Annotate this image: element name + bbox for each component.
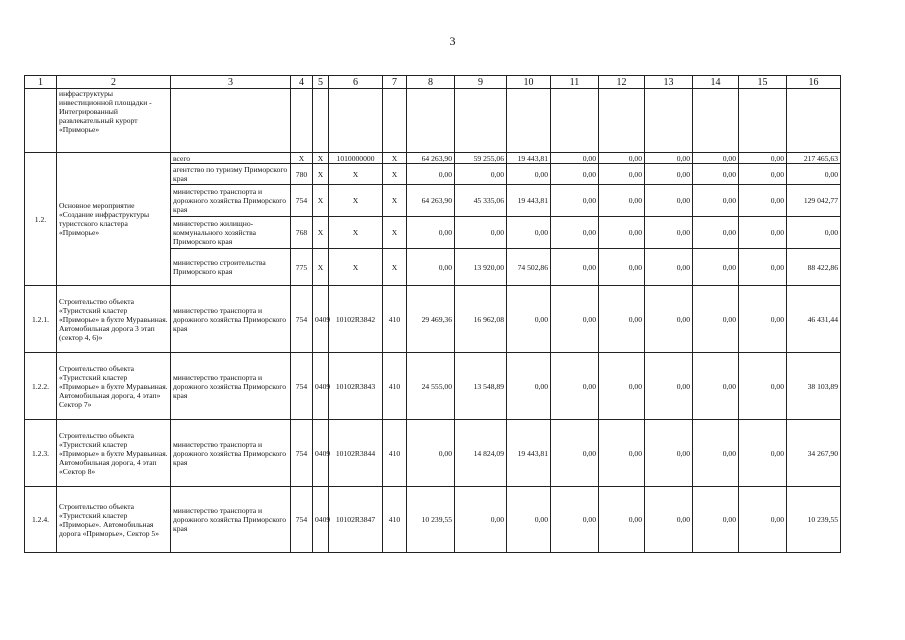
cell: Х: [383, 185, 407, 217]
cell: 46 431,44: [787, 286, 841, 353]
cell: 129 042,77: [787, 185, 841, 217]
cell: 0,00: [507, 217, 551, 249]
cell: 0,00: [693, 487, 739, 553]
cell: 19 443,81: [507, 420, 551, 487]
cell: Х: [329, 249, 383, 286]
header-cell: 1: [25, 76, 57, 89]
header-cell: 9: [455, 76, 507, 89]
executor-cell: министерство транспорта и дорожного хозяйства Приморского края: [171, 487, 291, 553]
cell: 0,00: [507, 487, 551, 553]
cell: 754: [291, 353, 313, 420]
cell: Х: [329, 185, 383, 217]
cell: 754: [291, 185, 313, 217]
header-cell: 5: [313, 76, 329, 89]
cell: 0,00: [693, 217, 739, 249]
cell: 754: [291, 487, 313, 553]
cell: 0,00: [551, 153, 599, 164]
cell: 0,00: [693, 353, 739, 420]
executor-cell: министерство транспорта и дорожного хозяйства Приморского края: [171, 185, 291, 217]
cell: 0,00: [645, 487, 693, 553]
table-header-row: [25, 76, 841, 89]
cell: 0,00: [407, 249, 455, 286]
executor-cell: агентство по туризму Приморского края: [171, 164, 291, 185]
executor-cell: министерство транспорта и дорожного хозяйства Приморского края: [171, 353, 291, 420]
cell: 0,00: [407, 217, 455, 249]
header-cell: 3: [171, 76, 291, 89]
cell: 0,00: [455, 164, 507, 185]
cell: 0,00: [693, 153, 739, 164]
cell: 10102R3844: [329, 420, 383, 487]
cell: 0409: [313, 420, 329, 487]
cell: 0,00: [599, 153, 645, 164]
cell: 0,00: [551, 286, 599, 353]
header-cell: 12: [599, 76, 645, 89]
row-number: 1.2.: [25, 153, 57, 286]
cell: 410: [383, 420, 407, 487]
header-cell: 8: [407, 76, 455, 89]
cell: 410: [383, 353, 407, 420]
table-row: [25, 420, 841, 487]
cell: 0,00: [551, 249, 599, 286]
cell: 0,00: [599, 164, 645, 185]
cell: 14 824,09: [455, 420, 507, 487]
cell: 34 267,90: [787, 420, 841, 487]
cell: 0,00: [693, 185, 739, 217]
cell: 10 239,55: [787, 487, 841, 553]
cell: 0,00: [739, 487, 787, 553]
cell: Х: [313, 217, 329, 249]
cell: 0,00: [739, 185, 787, 217]
cell: 74 502,86: [507, 249, 551, 286]
cell: 29 469,36: [407, 286, 455, 353]
table-row: [25, 153, 841, 164]
cell: 10 239,55: [407, 487, 455, 553]
cell: Х: [383, 217, 407, 249]
cell: 0,00: [645, 217, 693, 249]
cell: 0,00: [455, 217, 507, 249]
cell: 754: [291, 286, 313, 353]
activity-name: Строительство объекта «Туристский кластер «Приморье» в бухте Муравьиная. Автомобильная дорога, 4 этап» Сектор 7»: [57, 353, 171, 420]
cell: 0,00: [599, 185, 645, 217]
row-number: 1.2.1.: [25, 286, 57, 353]
cell: 64 263,90: [407, 185, 455, 217]
cell: 45 335,06: [455, 185, 507, 217]
cell: 0,00: [507, 164, 551, 185]
table-row: [25, 89, 841, 153]
cell: 10102R3843: [329, 353, 383, 420]
header-cell: 16: [787, 76, 841, 89]
row-number: 1.2.4.: [25, 487, 57, 553]
cell: 768: [291, 217, 313, 249]
cell: 0,00: [551, 487, 599, 553]
cell: 0,00: [551, 353, 599, 420]
cell: 16 962,08: [455, 286, 507, 353]
activity-name: Основное мероприятие «Создание инфраструктуры туристского кластера «Приморье»: [57, 153, 171, 286]
cell: 0,00: [551, 185, 599, 217]
cell: 0,00: [693, 164, 739, 185]
cell: 0,00: [645, 153, 693, 164]
cell: 0,00: [739, 353, 787, 420]
cell: 0409: [313, 353, 329, 420]
cell: 0,00: [739, 217, 787, 249]
executor-cell: министерство транспорта и дорожного хозяйства Приморского края: [171, 420, 291, 487]
table-row: [25, 353, 841, 420]
page-number: 3: [449, 34, 456, 48]
cell: 0409: [313, 286, 329, 353]
cell: 13 548,89: [455, 353, 507, 420]
cell: 0,00: [645, 286, 693, 353]
cell: 0,00: [455, 487, 507, 553]
header-cell: 11: [551, 76, 599, 89]
cell: 0,00: [787, 164, 841, 185]
cell: 0,00: [645, 164, 693, 185]
cell: 24 555,00: [407, 353, 455, 420]
cell: Х: [383, 249, 407, 286]
executor-cell: министерство строительства Приморского края: [171, 249, 291, 286]
cell: 0,00: [645, 249, 693, 286]
cell: Х: [383, 164, 407, 185]
cell: 0,00: [739, 164, 787, 185]
cell: 0,00: [645, 353, 693, 420]
header-cell: 10: [507, 76, 551, 89]
cell: 0,00: [739, 153, 787, 164]
cell: 0,00: [693, 420, 739, 487]
budget-table: [24, 75, 841, 553]
activity-name: Строительство объекта «Туристский кластер «Приморье» в бухте Муравьиная. Автомобильная дорога 3 этап (сектор 4, 6)»: [57, 286, 171, 353]
cell: 0,00: [739, 420, 787, 487]
cell: Х: [313, 164, 329, 185]
header-cell: 14: [693, 76, 739, 89]
cell: 0,00: [407, 164, 455, 185]
activity-name: Строительство объекта «Туристский кластер «Приморье». Автомобильная дорога «Приморье», Сектор 5»: [57, 487, 171, 553]
cell: 0409: [313, 487, 329, 553]
cell: 0,00: [599, 286, 645, 353]
cell: 780: [291, 164, 313, 185]
executor-cell: министерство жилищно-коммунального хозяйства Приморского края: [171, 217, 291, 249]
cell: 10102R3842: [329, 286, 383, 353]
cell: 0,00: [407, 420, 455, 487]
cell: Х: [329, 164, 383, 185]
cell: 19 443,81: [507, 185, 551, 217]
cell: 0,00: [507, 286, 551, 353]
cell: 0,00: [551, 420, 599, 487]
row-number: 1.2.3.: [25, 420, 57, 487]
cell: 410: [383, 487, 407, 553]
continuation-name: инфраструктуры инвестиционной площадки - Интегрированный развлекательный курорт «Приморье»: [57, 89, 171, 153]
cell: 0,00: [739, 249, 787, 286]
cell: 217 465,63: [787, 153, 841, 164]
cell: 754: [291, 420, 313, 487]
cell: Х: [313, 185, 329, 217]
cell: Х: [313, 153, 329, 164]
cell: 0,00: [787, 217, 841, 249]
cell: 13 920,00: [455, 249, 507, 286]
cell: 38 103,89: [787, 353, 841, 420]
cell: 0,00: [599, 487, 645, 553]
header-cell: 13: [645, 76, 693, 89]
header-cell: 15: [739, 76, 787, 89]
cell: 0,00: [599, 420, 645, 487]
cell: 59 255,06: [455, 153, 507, 164]
header-cell: 2: [57, 76, 171, 89]
header-cell: 4: [291, 76, 313, 89]
cell: 88 422,86: [787, 249, 841, 286]
activity-name: Строительство объекта «Туристский кластер «Приморье» в бухте Муравьиная. Автомобильная дорога, 4 этап «Сектор 8»: [57, 420, 171, 487]
cell: 775: [291, 249, 313, 286]
executor-cell: всего: [171, 153, 291, 164]
cell: 0,00: [551, 164, 599, 185]
cell: 0,00: [693, 249, 739, 286]
header-cell: 6: [329, 76, 383, 89]
row-number: 1.2.2.: [25, 353, 57, 420]
cell: 0,00: [645, 185, 693, 217]
cell: 0,00: [739, 286, 787, 353]
cell: Х: [383, 153, 407, 164]
cell: Х: [313, 249, 329, 286]
cell: Х: [329, 217, 383, 249]
cell: 0,00: [599, 217, 645, 249]
header-cell: 7: [383, 76, 407, 89]
table-row: [25, 487, 841, 553]
executor-cell: министерство транспорта и дорожного хозяйства Приморского края: [171, 286, 291, 353]
cell: 10102R3847: [329, 487, 383, 553]
cell: 0,00: [645, 420, 693, 487]
cell: 0,00: [507, 353, 551, 420]
cell: 19 443,81: [507, 153, 551, 164]
table-row: [25, 286, 841, 353]
cell: 1010000000: [329, 153, 383, 164]
cell: 0,00: [599, 249, 645, 286]
cell: 0,00: [551, 217, 599, 249]
cell: Х: [291, 153, 313, 164]
cell: 0,00: [599, 353, 645, 420]
cell: 0,00: [693, 286, 739, 353]
cell: 410: [383, 286, 407, 353]
cell: 64 263,90: [407, 153, 455, 164]
